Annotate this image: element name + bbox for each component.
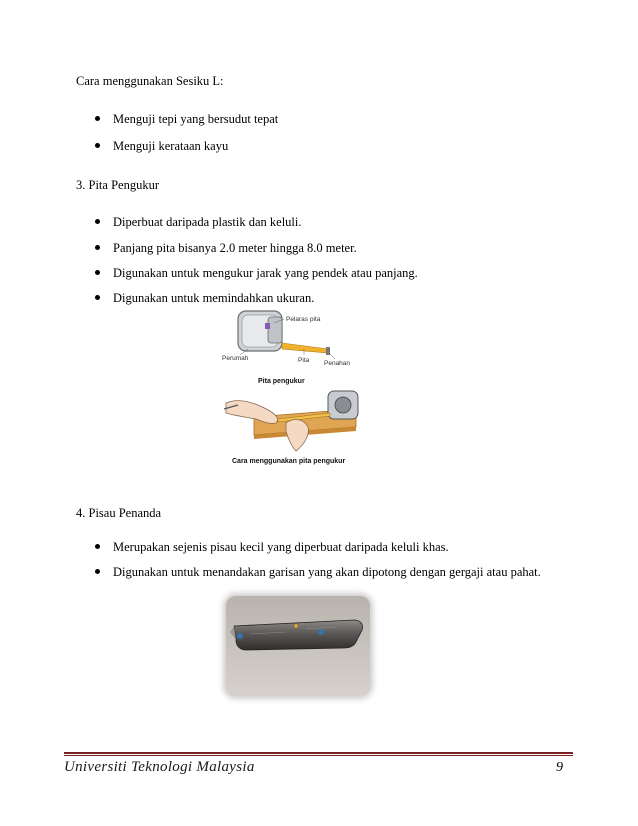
footer-institution: Universiti Teknologi Malaysia	[64, 759, 255, 775]
pita-bullet-1: Diperbuat daripada plastik dan keluli.	[113, 215, 302, 229]
footer-rule-thick	[64, 752, 573, 754]
label-pita: Pita	[298, 357, 310, 364]
pisau-bullet-2: Digunakan untuk menandakan garisan yang akan dipotong dengan gergaji atau pahat.	[113, 565, 541, 579]
sesiku-bullet-2: Menguji kerataan kayu	[113, 139, 229, 153]
bullet-marker	[95, 569, 100, 574]
footer-page-number: 9	[556, 760, 563, 775]
pisau-bullet-1: Merupakan sejenis pisau kecil yang diperbuat daripada keluli khas.	[113, 540, 449, 554]
caption-cara-pita: Cara menggunakan pita pengukur	[232, 458, 346, 465]
pita-bullet-2: Panjang pita bisanya 2.0 meter hingga 8.0 meter.	[113, 241, 357, 255]
bullet-marker	[95, 295, 100, 300]
sesiku-bullet-1: Menguji tepi yang bersudut tepat	[113, 112, 279, 126]
pita-bullet-3: Digunakan untuk mengukur jarak yang pendek atau panjang.	[113, 266, 418, 280]
footer-rule-thin	[64, 755, 573, 756]
bullet-marker	[95, 143, 100, 148]
tape-measure-figure	[218, 305, 368, 470]
label-pelaras: Pelaras pita	[286, 316, 321, 323]
pisau-heading: 4. Pisau Penanda	[76, 506, 162, 520]
bullet-marker	[95, 270, 100, 275]
bullet-marker	[95, 544, 100, 549]
pita-heading: 3. Pita Pengukur	[76, 178, 159, 192]
bullet-marker	[95, 245, 100, 250]
caption-pita-pengukur: Pita pengukur	[258, 378, 305, 385]
marking-knife-photo	[226, 596, 370, 696]
sesiku-heading: Cara menggunakan Sesiku L:	[76, 74, 224, 88]
bullet-marker	[95, 219, 100, 224]
label-perumah: Perumah	[222, 355, 249, 362]
bullet-marker	[95, 116, 100, 121]
pita-bullet-4: Digunakan untuk memindahkan ukuran.	[113, 291, 315, 305]
label-penahan: Penahan	[324, 360, 351, 367]
